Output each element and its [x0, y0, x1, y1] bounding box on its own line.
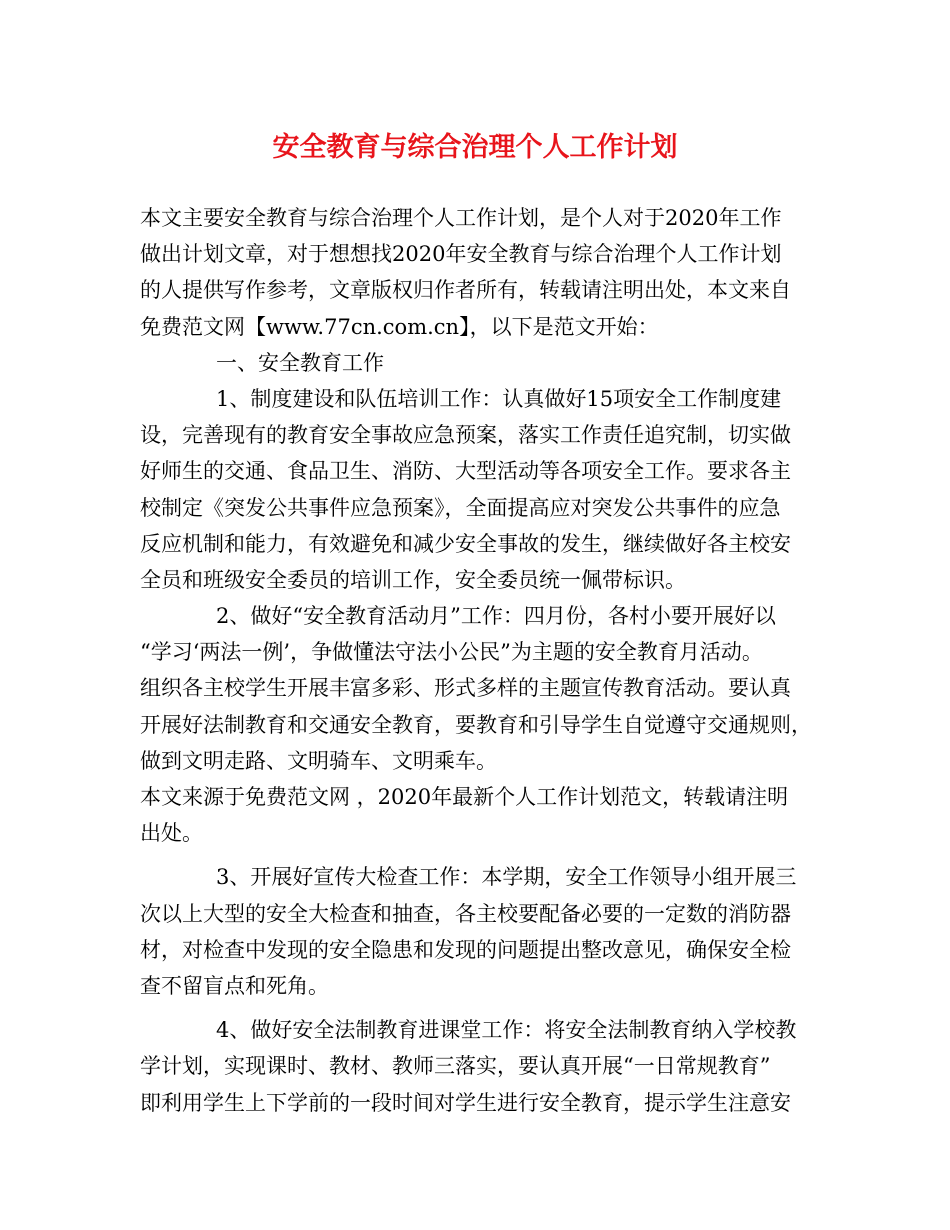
paragraph-line: 设，完善现有的教育安全事故应急预案，落实工作责任追究制，切实做 — [140, 423, 791, 448]
paragraph-line: 4、做好安全法制教育进课堂工作：将安全法制教育纳入学校教 — [216, 1018, 797, 1043]
paragraph-line: 3、开展好宣传大检查工作：本学期，安全工作领导小组开展三 — [216, 865, 797, 890]
item-4-paragraph — [140, 1012, 820, 1121]
item-2-paragraph — [140, 598, 820, 779]
intro-paragraph — [140, 200, 820, 345]
section-heading: 一、安全教育工作 — [216, 350, 384, 375]
paragraph-line: 本文来源于免费范文网 ，2020年最新个人工作计划范文，转载请注明 — [140, 785, 789, 809]
paragraph-line: 即利用学生上下学前的一段时间对学生进行安全教育，提示学生注意安 — [140, 1090, 791, 1115]
paragraph-line: 校制定《突发公共事件应急预案》，全面提高应对突发公共事件的应急 — [140, 495, 781, 520]
paragraph-line: 查不留盲点和死角。 — [140, 973, 329, 998]
source-note — [140, 779, 820, 851]
paragraph-line: 好师生的交通、食品卫生、消防、大型活动等各项安全工作。要求各主 — [140, 459, 791, 484]
intro-line: 本文主要安全教育与综合治理个人工作计划，是个人对于2020年工作 — [140, 206, 782, 230]
paragraph-line: 学计划，实现课时、教材、教师三落实，要认真开展“一日常规教育” — [140, 1054, 771, 1079]
item-3-paragraph — [140, 859, 820, 1004]
paragraph-line: 次以上大型的安全大检查和抽查，各主校要配备必要的一定数的消防器 — [140, 901, 791, 926]
document-body — [140, 200, 820, 1121]
intro-line: 免费范文网【www.77cn.com.cn】，以下是范文开始： — [140, 314, 659, 339]
paragraph-line: 2、做好“安全教育活动月”工作：四月份，各村小要开展好以 — [216, 604, 776, 629]
paragraph-line: 材，对检查中发现的安全隐患和发现的问题提出整改意见，确保安全检 — [140, 937, 791, 962]
paragraph-line: 出处。 — [140, 821, 203, 846]
paragraph-gap — [140, 1004, 820, 1012]
intro-line: 做出计划文章，对于想想找2020年安全教育与综合治理个人工作计划 — [140, 242, 782, 267]
item-1-paragraph — [140, 381, 820, 598]
paragraph-line: 1、制度建设和队伍培训工作：认真做好15项安全工作制度建 — [216, 386, 782, 411]
paragraph-line: 开展好法制教育和交通安全教育，要教育和引导学生自觉遵守交通规则， — [140, 712, 812, 737]
paragraph-line: 组织各主校学生开展丰富多彩、形式多样的主题宣传教育活动。要认真 — [140, 676, 791, 701]
intro-line: 的人提供写作参考，文章版权归作者所有，转载请注明出处，本文来自 — [140, 278, 791, 303]
paragraph-gap — [140, 851, 820, 859]
document-title: 安全教育与综合治理个人工作计划 — [272, 132, 678, 163]
paragraph-line: 做到文明走路、文明骑车、文明乘车。 — [140, 748, 497, 773]
paragraph-line: 反应机制和能力，有效避免和减少安全事故的发生，继续做好各主校安 — [140, 531, 791, 556]
paragraph-line: “学习‘两法一例’，争做懂法守法小公民”为主题的安全教育月活动。 — [140, 640, 763, 665]
paragraph-line: 全员和班级安全委员的培训工作，安全委员统一佩带标识。 — [140, 567, 686, 592]
